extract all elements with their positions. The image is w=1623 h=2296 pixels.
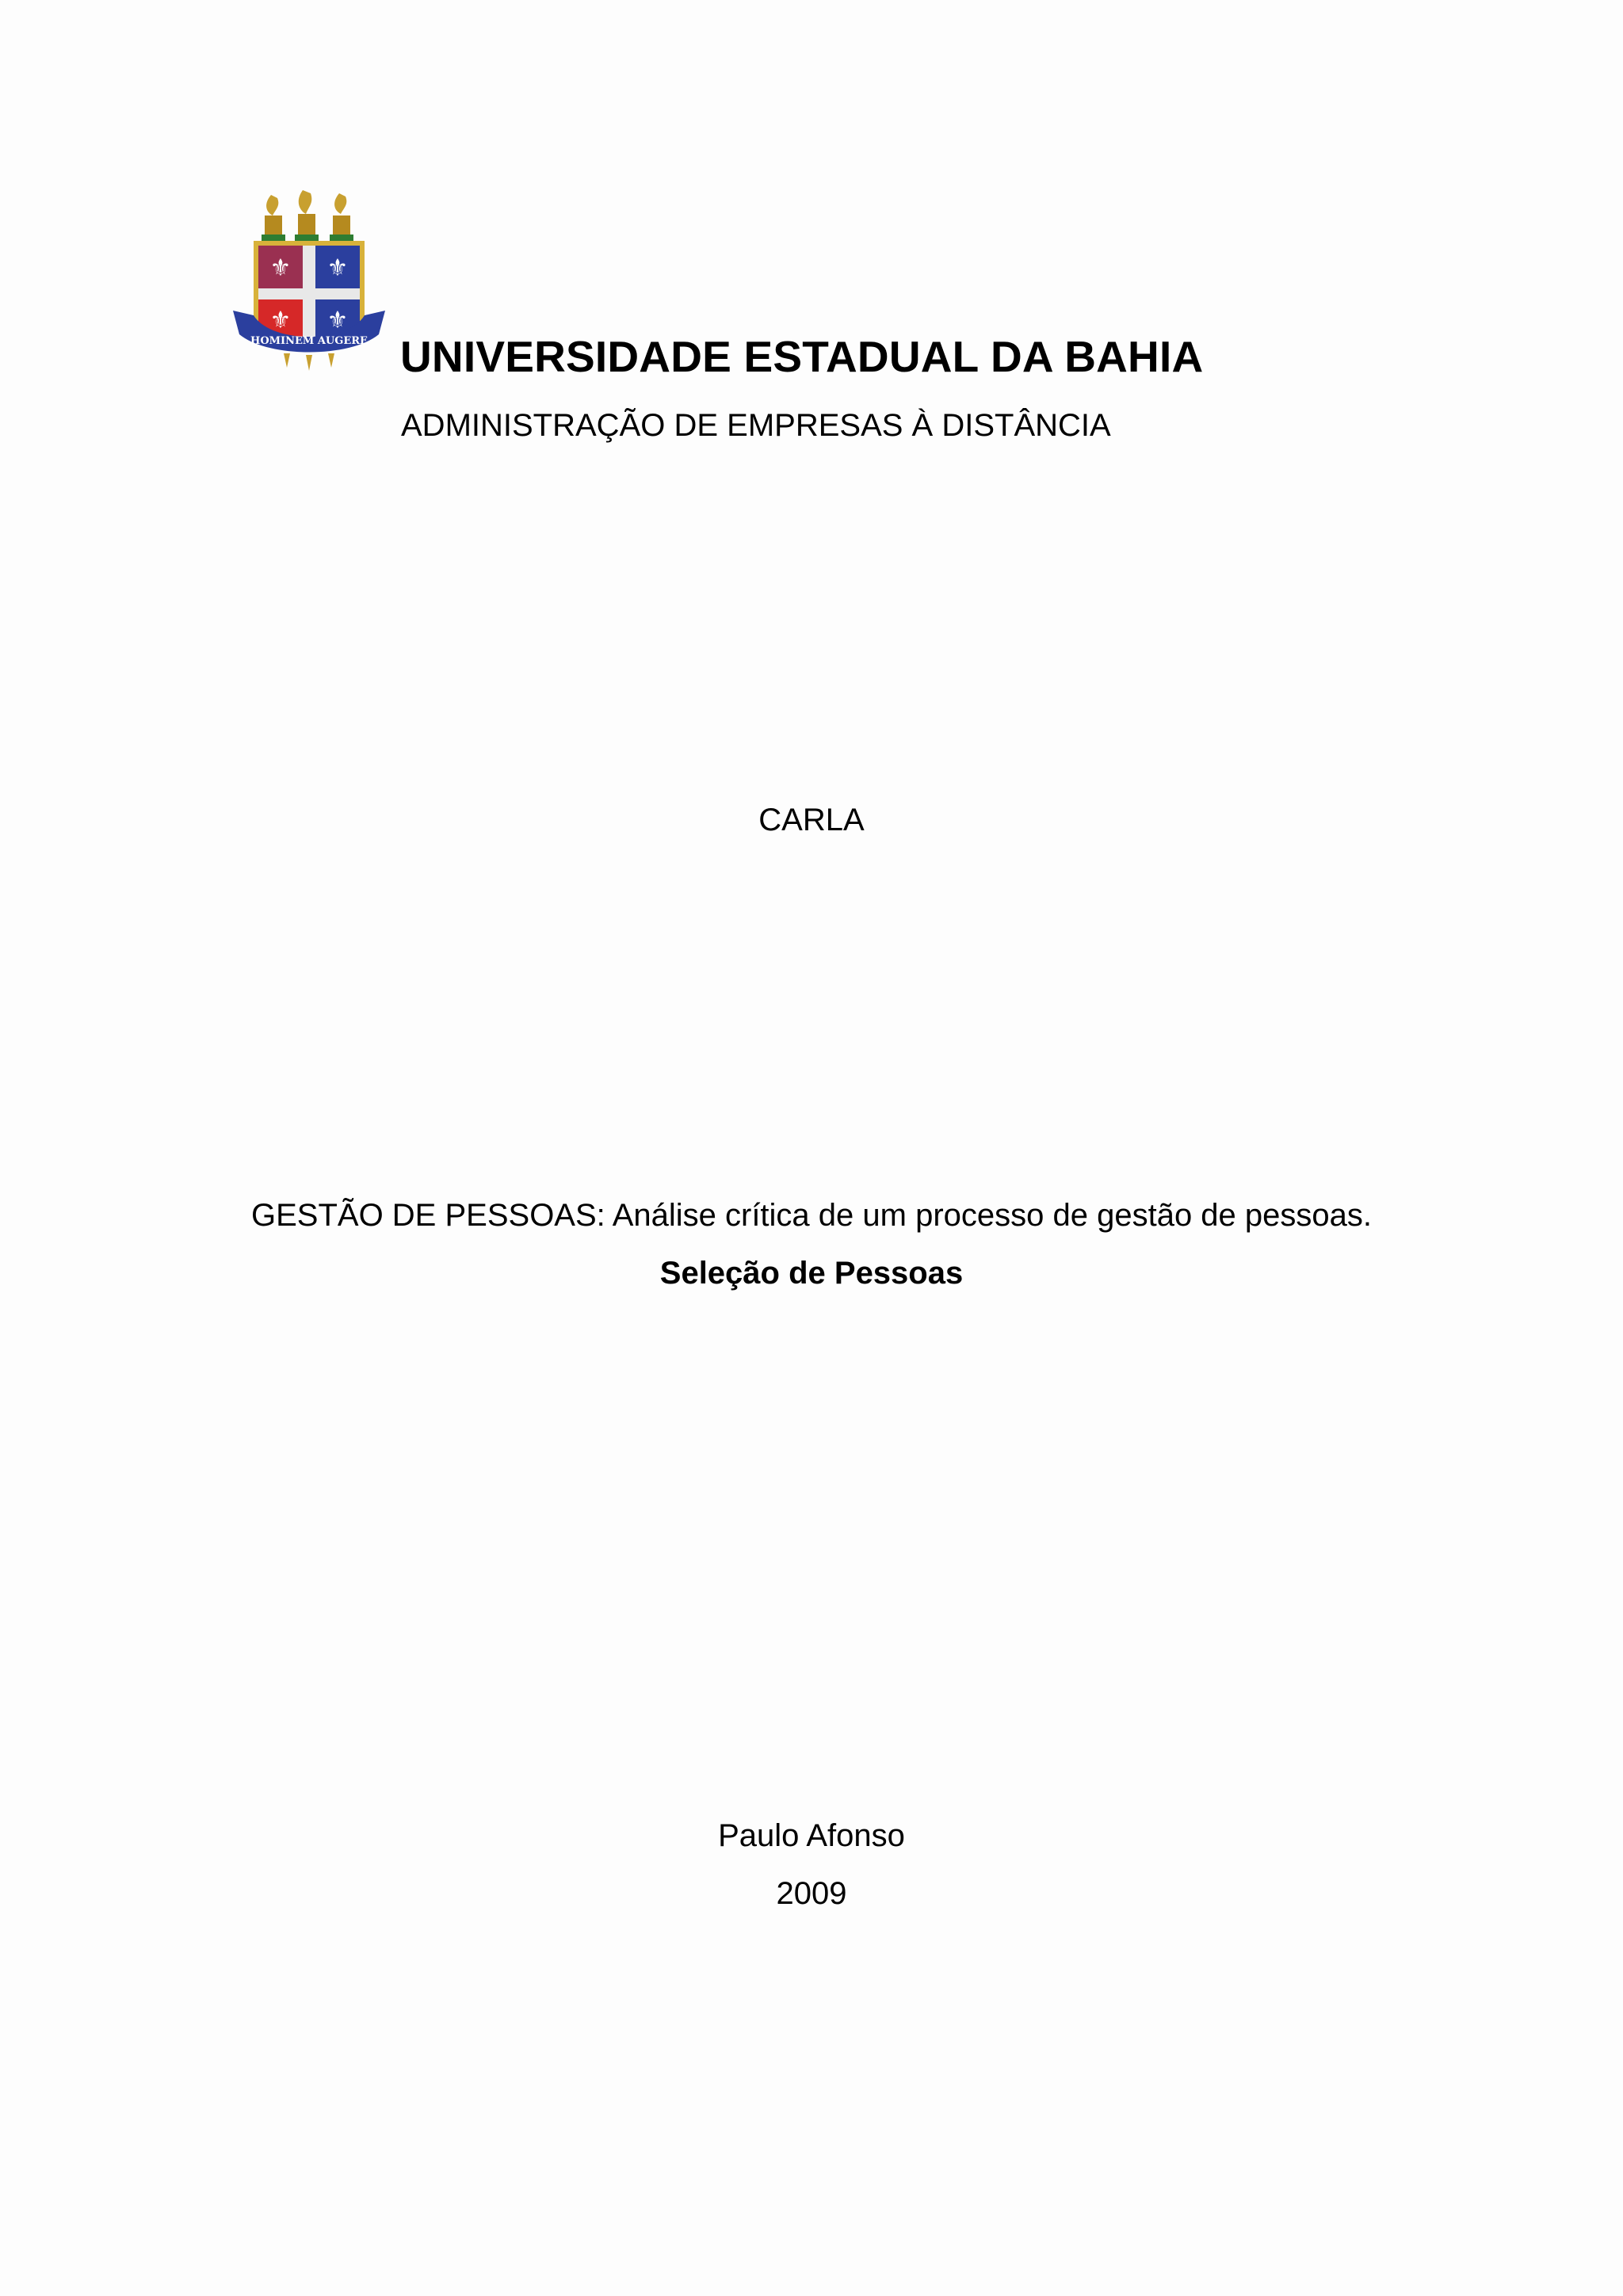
svg-text:⚜: ⚜ <box>327 307 349 334</box>
svg-text:⚜: ⚜ <box>269 254 292 282</box>
svg-text:HOMINEM AUGERE: HOMINEM AUGERE <box>250 335 368 347</box>
work-title: GESTÃO DE PESSOAS: Análise crítica de um processo de gestão de pessoas. <box>250 1198 1373 1233</box>
year: 2009 <box>776 1876 847 1911</box>
svg-text:⚜: ⚜ <box>269 307 292 334</box>
city: Paulo Afonso <box>718 1818 905 1853</box>
course-name: ADMINISTRAÇÃO DE EMPRESAS À DISTÂNCIA <box>401 408 1111 443</box>
author-name: CARLA <box>758 803 865 837</box>
work-subtitle: Seleção de Pessoas <box>659 1256 964 1291</box>
svg-text:⚜: ⚜ <box>327 254 349 282</box>
university-crest-icon <box>231 189 387 372</box>
torch-icon <box>262 190 353 241</box>
university-name: UNIVERSIDADE ESTADUAL DA BAHIA <box>400 332 1204 381</box>
